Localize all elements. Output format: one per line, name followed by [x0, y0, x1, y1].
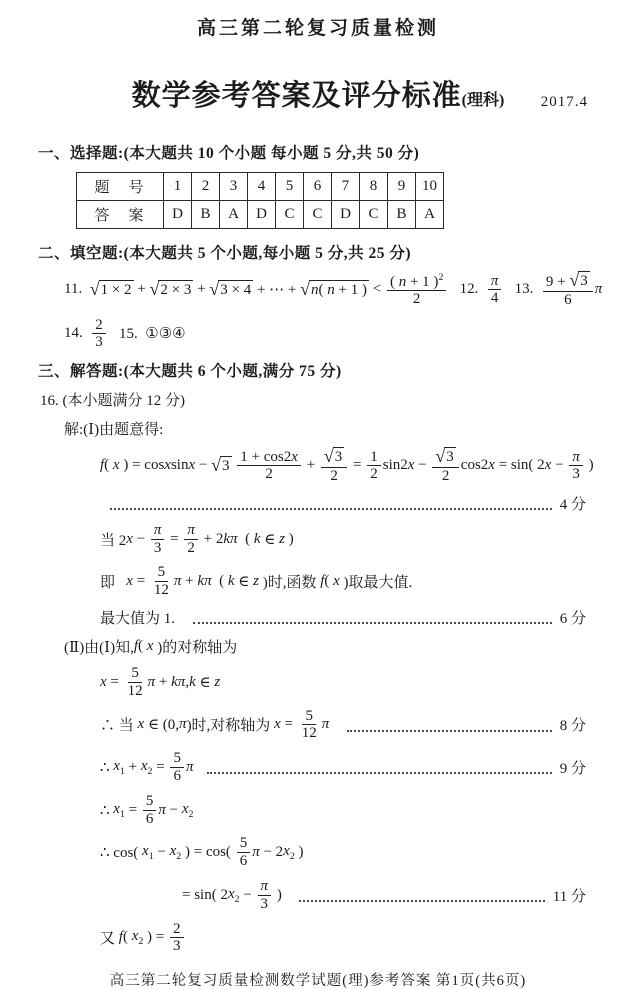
fraction: $\frac{5}{6}$: [143, 793, 157, 828]
subscripted-variable: $x_1$: [142, 843, 154, 863]
fill-answers-14-15: 14. $\frac{2}{3}$ 15. ①③④: [64, 316, 186, 351]
radical-sign-icon: √: [569, 270, 580, 290]
fraction: $\frac{2}{3}$: [92, 317, 106, 352]
subscripted-variable: $x_2$: [283, 843, 295, 863]
fraction: $\frac{1 + \cos 2x}{2}$: [237, 449, 301, 484]
score-line-4: 4 分: [100, 493, 586, 514]
table-cell: 2: [192, 173, 220, 201]
dotted-leader: [347, 718, 552, 732]
q16-fx2-value: 又 f ( $x_2$ ) = $\frac{2}{3}$: [100, 921, 586, 956]
fraction: $\frac{2}{3}$: [170, 921, 184, 956]
q16-cos-diff: ∴ cos( $x_1$ − $x_2$ ) = cos( $\frac{5}{6}$ π − 2 $x_2$ ): [100, 835, 304, 870]
table-cell: D: [248, 201, 276, 229]
row-label-cell: 答 案: [77, 201, 164, 229]
table-cell: 6: [304, 173, 332, 201]
dotted-leader: [299, 888, 544, 902]
table-cell: B: [388, 201, 416, 229]
table-cell: C: [360, 201, 388, 229]
fraction: $\frac{\pi}{3}$: [258, 878, 272, 913]
radical-sign-icon: √: [209, 278, 220, 299]
table-cell: D: [332, 201, 360, 229]
q16-part2-intro: (Ⅱ)由(Ⅰ)知, f ( x )的对称轴为: [64, 637, 238, 656]
fraction: $\frac{\pi}{2}$: [184, 522, 198, 557]
exam-date: 2017.4: [540, 94, 588, 110]
fraction: $\frac{\pi}{4}$: [488, 273, 502, 308]
table-cell: 3: [220, 173, 248, 201]
table-cell: A: [220, 201, 248, 229]
radical-sign-icon: √: [323, 446, 334, 467]
q16-x1-expr: ∴ $x_1$ = $\frac{5}{6}$ π − $x_2$: [100, 792, 194, 827]
table-cell: 10: [416, 173, 444, 201]
radical-sign-icon: √: [435, 446, 446, 467]
q16-axis-interval: ∴ 当 x ∈ (0, π )时,对称轴为 x = $\frac{5}{12}$ π 8 分: [100, 707, 586, 742]
q16-axis: x = $\frac{5}{12}$ π + k π , k ∈ z: [100, 664, 221, 699]
q16-fx-identity: f ( x ) = cos x sin x − √ 3 $\frac{1 + \cos 2x}{2}$ + √ 3 2 = $\frac{1}{2}$ sin2 x − √ 3 2 cos2 x = sin( 2 x − $\frac{\pi}{3}$ ): [100, 446, 594, 484]
q16-x1-plus-x2: ∴ $x_1$ + $x_2$ = $\frac{5}{6}$ π 9 分: [100, 750, 586, 784]
table-cell: D: [164, 201, 192, 229]
answer-table: [76, 172, 444, 229]
fraction: $\frac{5}{12}$: [127, 664, 143, 699]
row-label-cell: 题 号: [77, 173, 164, 201]
subscripted-variable: $x_2$: [140, 757, 153, 777]
sqrt-radical: √ 3: [323, 446, 343, 467]
table-cell: 7: [332, 173, 360, 201]
q16-max-x: 即 x = $\frac{5}{12}$ π + k π ( k ∈ z )时,函数 f ( x )取最大值.: [100, 564, 413, 599]
dotted-leader: [207, 760, 552, 774]
sqrt-radical: √ 3: [211, 455, 230, 476]
exam-header-title: 高三第二轮复习质量检测: [196, 18, 439, 39]
table-cell: 1: [164, 173, 192, 201]
table-cell: C: [304, 201, 332, 229]
fraction: $\frac{1}{2}$: [367, 449, 381, 484]
subscripted-variable: $x_2$: [131, 928, 144, 948]
question-number-row: [77, 173, 444, 201]
answer-row: [77, 201, 444, 229]
table-cell: B: [192, 201, 220, 229]
sqrt-radical: √ 3: [435, 446, 454, 467]
table-cell: 8: [360, 173, 388, 201]
subscripted-variable: $x_1$: [113, 800, 125, 820]
fraction: √ 3 2: [432, 447, 458, 485]
section3-heading: 三、解答题:(本大题共 6 个小题,满分 75 分): [38, 363, 342, 381]
section2-heading: 二、填空题:(本大题共 5 个小题,每小题 5 分,共 25 分): [38, 245, 411, 262]
main-title-suffix: (理科): [461, 92, 505, 109]
sqrt-radical: √ 1 × 2: [89, 278, 132, 299]
radical-sign-icon: √: [89, 278, 100, 299]
table-cell: C: [276, 201, 304, 229]
q16-part1-intro: 解:(Ⅰ)由题意得:: [64, 422, 164, 439]
fraction: $\frac{5}{6}$: [237, 835, 251, 870]
sqrt-radical: √ 3: [569, 270, 588, 290]
fraction: $\frac{\pi}{3}$: [569, 449, 583, 484]
table-cell: 9: [388, 173, 416, 201]
fill-answers-11-13: 11. √ 1 × 2 + √ 2 × 3 + √ 3 × 4 + ⋯ + √ n( n + 1 ) < $\frac{( n + 1 )^2}{2}$ 12. $\frac{\pi}{4}$ 13. 9 + √ 3 6 π: [64, 270, 603, 308]
sqrt-radical: √ n( n + 1 ): [300, 278, 367, 299]
q16-title: 16. (本小题满分 12 分): [40, 393, 185, 410]
dotted-leader: [193, 610, 552, 624]
fraction: 9 + √ 3 6: [543, 271, 593, 309]
section1-heading: 一、选择题:(本大题共 10 个小题 每小题 5 分,共 50 分): [38, 145, 420, 162]
question16-solution: [0, 389, 636, 955]
sqrt-radical: √ 3 × 4: [209, 278, 252, 299]
page-footer: 高三第二轮复习质量检测数学试题(理)参考答案 第1页(共6页): [109, 973, 527, 990]
fill-in-answers: [0, 271, 636, 351]
subscripted-variable: $x_1$: [113, 757, 125, 777]
fraction: $\frac{5}{6}$: [170, 750, 184, 785]
subscripted-variable: $x_2$: [169, 843, 182, 863]
fraction: √ 3 2: [321, 447, 347, 485]
radical-sign-icon: √: [300, 278, 311, 299]
q16-max-condition: 当 2 x − $\frac{\pi}{3}$ = $\frac{\pi}{2}$ + 2 k π ( k ∈ z ): [100, 521, 294, 556]
q16-max-value: 最大值为 1. 6 分: [100, 610, 586, 627]
sqrt-radical: √ 2 × 3: [149, 278, 192, 299]
main-title: 数学参考答案及评分标准: [131, 80, 462, 112]
table-cell: 5: [276, 173, 304, 201]
fraction: $\frac{( n + 1 )^2}{2}$: [387, 272, 446, 309]
q16-sin-result: = sin( 2 $x_2$ − $\frac{\pi}{3}$ ) 11 分: [182, 877, 586, 912]
subscripted-variable: $x_2$: [227, 885, 240, 905]
fraction: $\frac{5}{12}$: [153, 564, 169, 599]
fraction: $\frac{\pi}{3}$: [151, 522, 165, 557]
radical-sign-icon: √: [149, 278, 160, 299]
table-cell: A: [416, 201, 444, 229]
table-cell: 4: [248, 173, 276, 201]
dotted-leader: [110, 496, 552, 510]
fraction: $\frac{5}{12}$: [301, 707, 317, 742]
main-title-row: [0, 73, 636, 115]
radical-sign-icon: √: [211, 455, 222, 476]
subscripted-variable: $x_2$: [181, 800, 194, 820]
